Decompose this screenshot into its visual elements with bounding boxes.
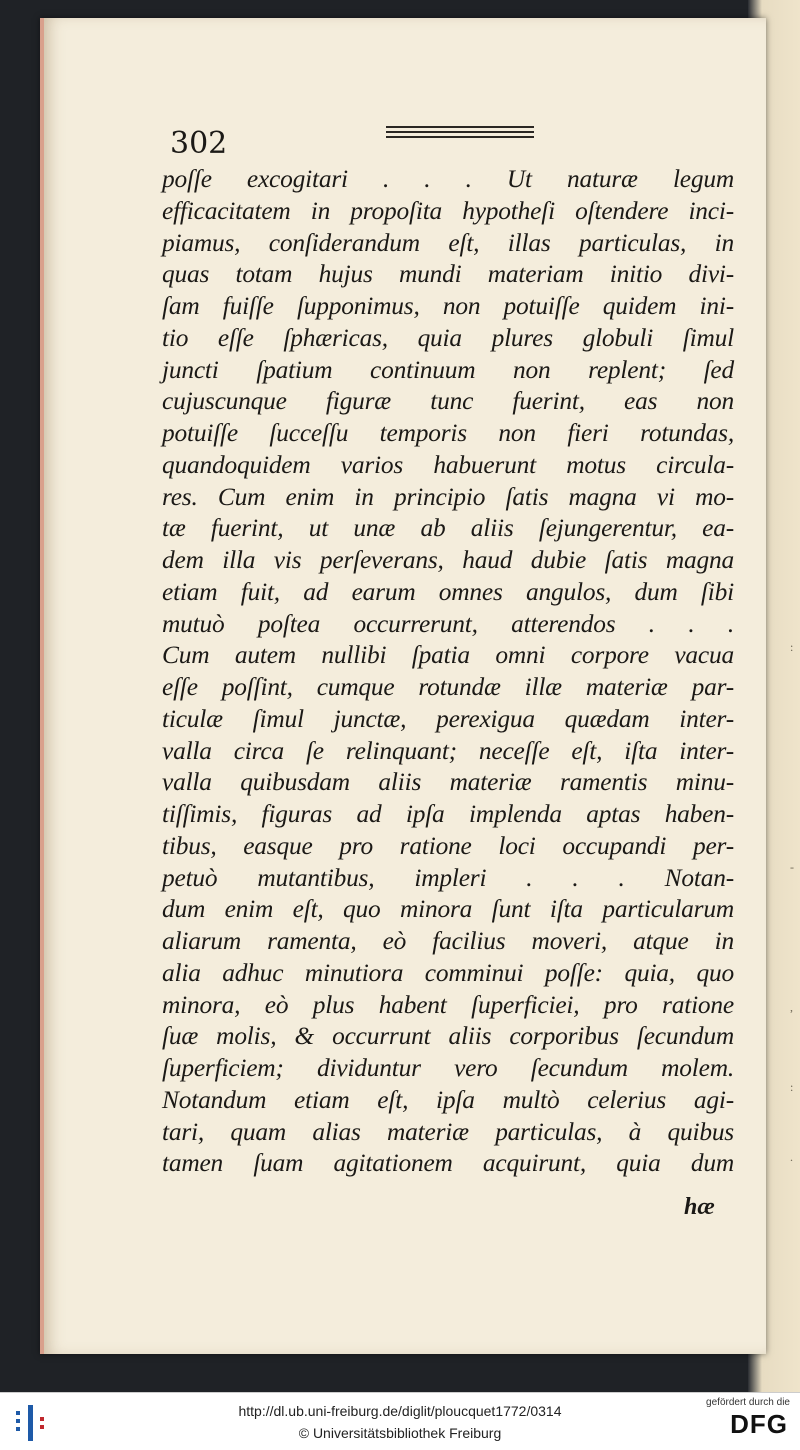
dfg-logo[interactable]: DFG	[730, 1409, 788, 1439]
text-line: efficacitatem in propoſita hypotheſi oſtendere inci-	[162, 196, 734, 225]
text-line: tari, quam alias materiæ particulas, à quibus	[162, 1117, 734, 1146]
text-line: eſſe poſſint, cumque rotundæ illæ materiæ par-	[162, 673, 734, 701]
catchword: hæ	[684, 1194, 715, 1220]
book-page	[40, 18, 766, 1354]
text-line: quas totam hujus mundi materiam initio divi-	[162, 260, 734, 289]
text-line: juncti ſpatium continuum non replent; ſed	[162, 355, 734, 384]
text-line: mutuò poſtea occurrerunt, atterendos . . .	[162, 609, 734, 638]
source-url-link[interactable]: http://dl.ub.uni-freiburg.de/diglit/ploucquet1772/0314	[238, 1403, 562, 1419]
text-line: aliarum ramenta, eò facilius moveri, atque in	[162, 927, 734, 955]
text-line: alia adhuc minutiora comminui poſſe: quia, quo	[162, 958, 734, 987]
text-line: tæ fuerint, ut unæ ab aliis ſejungerentur, ea-	[162, 514, 734, 543]
text-line: etiam fuit, ad earum omnes angulos, dum ſibi	[162, 577, 734, 606]
text-line: ſuperficiem; dividuntur vero ſecundum molem.	[162, 1054, 734, 1082]
text-line: dum enim eſt, quo minora ſunt iſta particularum	[162, 895, 734, 924]
text-line: ſam fuiſſe ſupponimus, non potuiſſe quidem ini-	[162, 292, 734, 320]
text-line: minora, eò plus habent ſuperficiei, pro ratione	[162, 990, 734, 1019]
page-body-text	[162, 164, 734, 1180]
text-line: tamen ſuam agitationem acquirunt, quia dum	[162, 1149, 734, 1178]
text-line: tibus, easque pro ratione loci occupandi per-	[162, 831, 734, 860]
page-number: 302	[170, 126, 228, 161]
text-line: Cum autem nullibi ſpatia omni corpore vacua	[162, 641, 734, 670]
facing-page-edge: : - , : .	[748, 0, 800, 1392]
viewer-footer	[0, 1392, 800, 1450]
text-line: dem illa vis perſeverans, haud dubie ſatis magna	[162, 546, 734, 574]
text-line: potuiſſe ſucceſſu temporis non fieri rotundas,	[162, 419, 734, 447]
header-rule	[386, 126, 534, 142]
text-line: res. Cum enim in principio ſatis magna vi mo-	[162, 482, 734, 511]
dfg-caption: gefördert durch die	[706, 1397, 790, 1408]
text-line: Notandum etiam eſt, ipſa multò celerius agi-	[162, 1085, 734, 1114]
text-line: ticulæ ſimul junctæ, perexigua quædam inter-	[162, 704, 734, 733]
text-line: poſſe excogitari . . . Ut naturæ legum	[162, 165, 734, 193]
text-line: petuò mutantibus, impleri . . . Notan-	[162, 863, 734, 892]
copyright-text: © Universitätsbibliothek Freiburg	[298, 1425, 502, 1441]
text-line: valla quibusdam aliis materiæ ramentis minu-	[162, 768, 734, 797]
text-line: valla circa ſe relinquant; neceſſe eſt, iſta inter-	[162, 736, 734, 765]
text-line: piamus, conſiderandum eſt, illas particulas, in	[162, 228, 734, 257]
text-line: quandoquidem varios habuerunt motus circula-	[162, 450, 734, 479]
text-line: tiſſimis, figuras ad ipſa implenda aptas haben-	[162, 800, 734, 828]
text-line: tio eſſe ſphæricas, quia plures globuli ſimul	[162, 323, 734, 352]
text-line: ſuæ molis, & occurrunt aliis corporibus ſecundum	[162, 1022, 734, 1051]
text-line: cujuscunque figuræ tunc fuerint, eas non	[162, 387, 734, 416]
